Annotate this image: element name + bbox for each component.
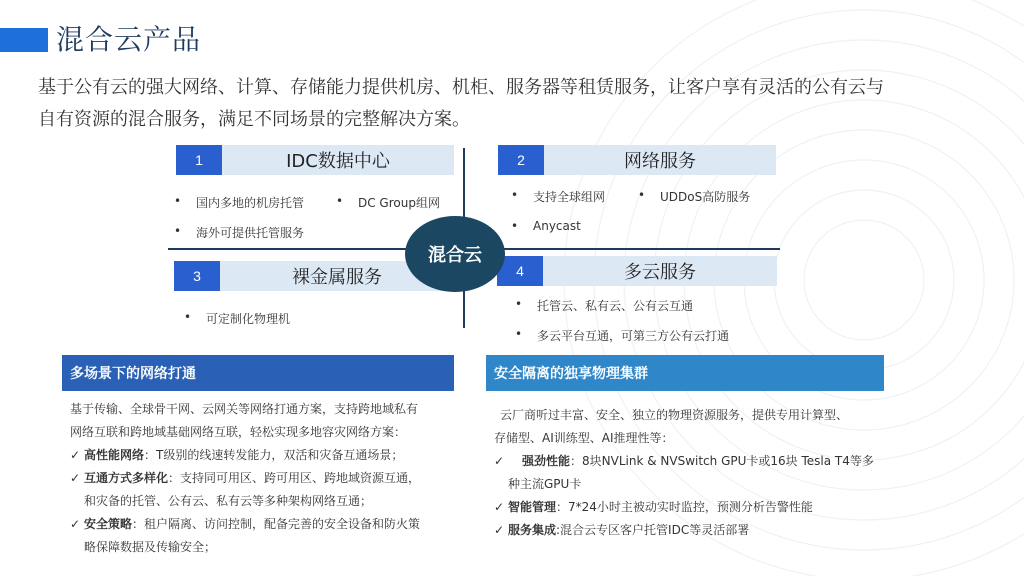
quadrant-bullet: • Anycast [533,219,581,233]
feature-text: :混合云专区客户托管IDC等灵活部署 [556,523,750,537]
quadrant-title: 多云服务 [624,262,696,283]
panel-intro-line: 云厂商听过丰富、安全、独立的物理资源服务，提供专用计算型、 [500,408,849,422]
quadrant-number: 4 [497,256,543,286]
center-hub-label: 混合云 [405,216,505,292]
quadrant-bullet: • 多云平台互通，可第三方公有云打通 [537,327,729,344]
feature-text: ：T级别的线速转发能力，双活和灾备互通场景； [144,448,404,462]
feature-item [494,496,894,519]
quadrant-bullet: • UDDoS高防服务 [660,188,750,205]
quadrant-number: 3 [174,261,220,291]
feature-text: ：8块NVLink & NVSwitch GPU卡或16块 Tesla T4等多 [570,454,874,468]
feature-text: ：7*24小时主被动实时监控，预测分析告警性能 [556,500,813,514]
check-icon: ✓ [494,500,505,514]
feature-item [70,444,460,467]
feature-item [494,519,894,542]
panel-header-network: 多场景下的网络打通 [62,355,454,391]
quadrant-header-idc [176,145,454,175]
panel-intro-line: 基于传输、全球骨干网、云网关等网络打通方案，支持跨地域私有 [70,402,419,416]
quadrant-bullet: • 国内多地的机房托管 [196,194,304,211]
check-icon: ✓ [70,448,81,462]
check-icon: ✓ [494,454,505,468]
quadrant-header-network [498,145,776,175]
quadrant-bullet: • 托管云、私有云、公有云互通 [537,297,693,314]
feature-label: 安全策略 [84,517,133,531]
quadrant-bullet: • 可定制化物理机 [206,310,290,327]
feature-text: ：支持同可用区、跨可用区、跨地域资源互通， [168,471,421,485]
intro-paragraph [38,72,978,136]
quadrant-number: 2 [498,145,544,175]
page-title: 混合云产品 [56,23,202,56]
quadrant-title: IDC数据中心 [286,151,390,172]
feature-continuation: 略保障数据及传输安全； [84,540,217,554]
feature-item [494,450,894,473]
quadrant-bullet: • 海外可提供托管服务 [196,224,304,241]
feature-text: ：租户隔离、访问控制，配备完善的安全设备和防火策 [132,517,421,531]
feature-item [70,467,460,490]
panel-intro-line: 存储型、AI训练型、AI推理性等： [494,431,674,445]
feature-label: 高性能网络 [84,448,145,462]
panel-intro-line: 网络互联和跨地域基础网络互联，轻松实现多地容灾网络方案： [70,425,407,439]
panel-body-network [70,398,460,559]
feature-label: 智能管理 [508,500,557,514]
quadrant-bullet: • 支持全球组网 [533,188,605,205]
feature-label: 服务集成 [508,523,557,537]
quadrant-bullet: • DC Group组网 [358,194,440,211]
quadrant-title: 网络服务 [624,151,696,172]
feature-label: 强劲性能 [522,454,571,468]
quadrant-header-multicloud [497,256,777,286]
intro-line: 自有资源的混合服务，满足不同场景的完整解决方案。 [38,109,470,130]
check-icon: ✓ [494,523,505,537]
feature-continuation: 和灾备的托管、公有云、私有云等多种架构网络互通； [84,494,373,508]
quadrant-title: 裸金属服务 [292,267,382,288]
panel-header-cluster: 安全隔离的独享物理集群 [486,355,884,391]
check-icon: ✓ [70,517,81,531]
feature-continuation: 种主流GPU卡 [508,477,582,491]
feature-label: 互通方式多样化 [84,471,169,485]
title-accent-bar [0,28,48,52]
intro-line: 基于公有云的强大网络、计算、存储能力提供机房、机柜、服务器等租赁服务，让客户享有灵活的公有云与 [38,77,884,98]
quadrant-number: 1 [176,145,222,175]
check-icon: ✓ [70,471,81,485]
feature-item [70,513,460,536]
panel-body-cluster [494,404,894,542]
